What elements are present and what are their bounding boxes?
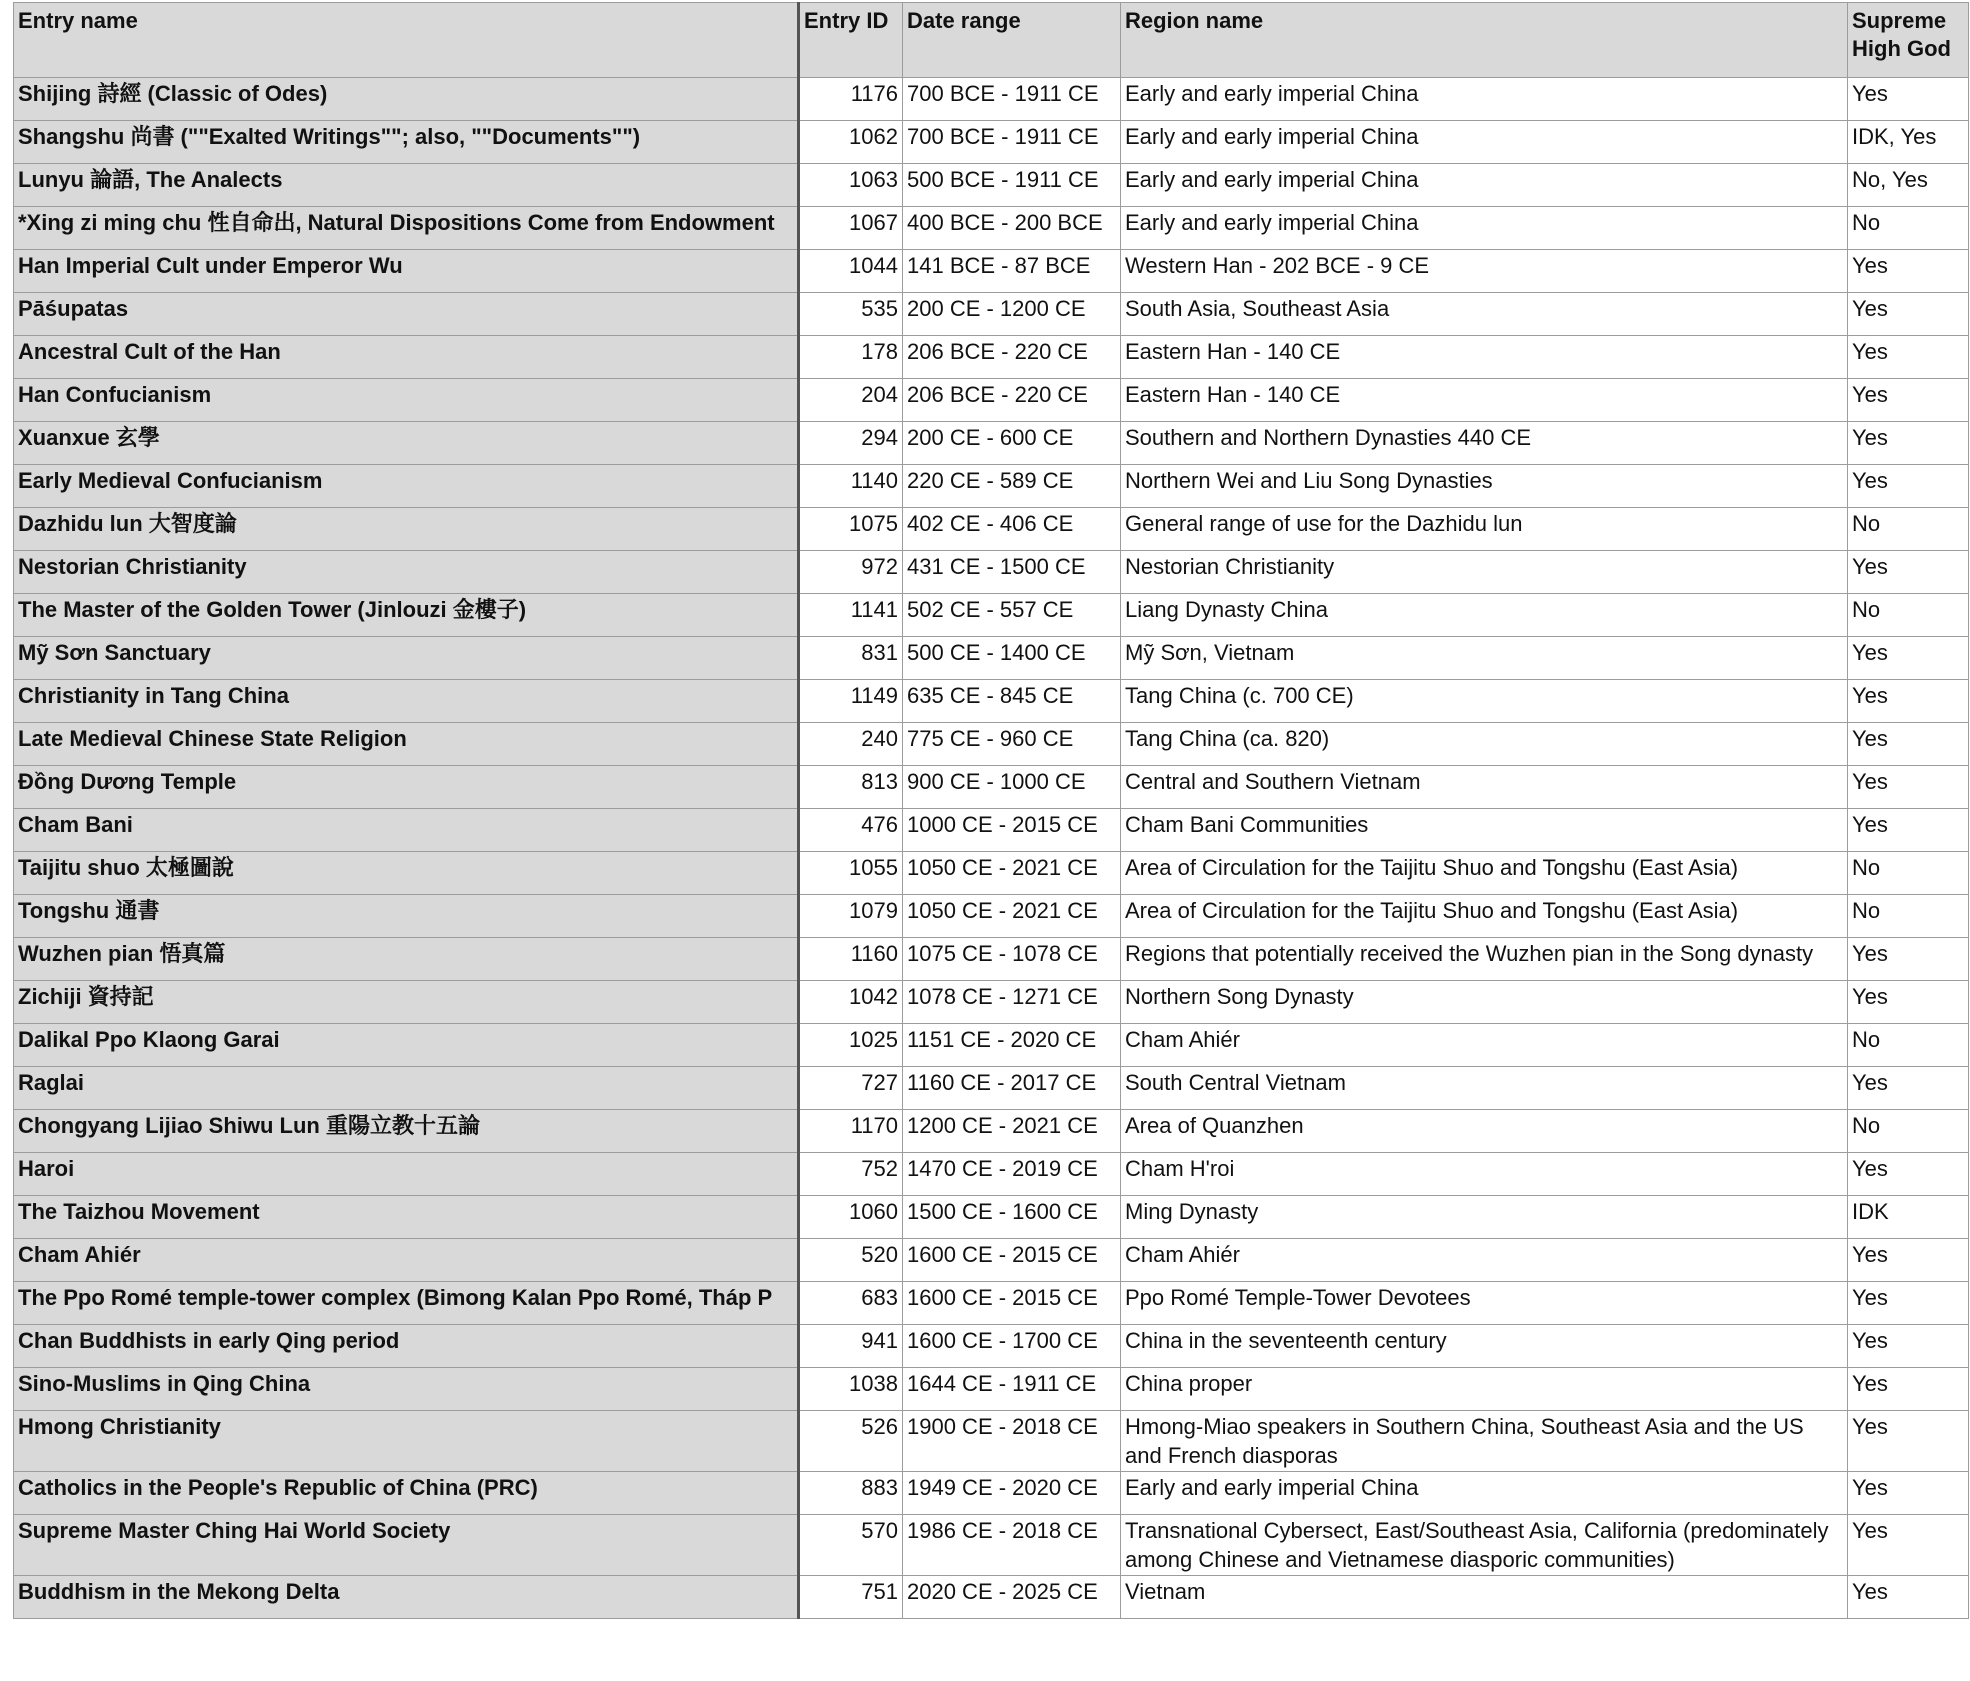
cell-date-range[interactable]: 1078 CE - 1271 CE bbox=[903, 981, 1121, 1024]
cell-region-name[interactable]: Liang Dynasty China bbox=[1121, 594, 1848, 637]
table-row bbox=[14, 594, 1969, 637]
cell-date-range[interactable]: 1151 CE - 2020 CE bbox=[903, 1024, 1121, 1067]
cell-entry-name[interactable]: Late Medieval Chinese State Religion bbox=[14, 723, 799, 766]
cell-entry-id[interactable]: 1042 bbox=[799, 981, 903, 1024]
cell-supreme-high-god[interactable]: No bbox=[1848, 594, 1969, 637]
cell-entry-id[interactable]: 683 bbox=[799, 1282, 903, 1325]
cell-date-range[interactable]: 1644 CE - 1911 CE bbox=[903, 1368, 1121, 1411]
cell-entry-name[interactable]: Shangshu 尚書 (""Exalted Writings""; also, ""Documents"") bbox=[14, 121, 799, 164]
table-row bbox=[14, 981, 1969, 1024]
table-row bbox=[14, 1576, 1969, 1619]
table-row bbox=[14, 938, 1969, 981]
cell-entry-name[interactable]: Cham Ahiér bbox=[14, 1239, 799, 1282]
cell-region-name[interactable]: Ppo Romé Temple-Tower Devotees bbox=[1121, 1282, 1848, 1325]
cell-entry-name[interactable]: Early Medieval Confucianism bbox=[14, 465, 799, 508]
cell-supreme-high-god[interactable]: Yes bbox=[1848, 981, 1969, 1024]
cell-entry-id[interactable]: 1176 bbox=[799, 78, 903, 121]
table-row bbox=[14, 1196, 1969, 1239]
cell-entry-name[interactable]: Chongyang Lijiao Shiwu Lun 重陽立教十五論 bbox=[14, 1110, 799, 1153]
cell-entry-id[interactable]: 204 bbox=[799, 379, 903, 422]
cell-entry-id[interactable]: 1079 bbox=[799, 895, 903, 938]
cell-entry-name[interactable]: Supreme Master Ching Hai World Society bbox=[14, 1515, 799, 1576]
cell-entry-name[interactable]: Shijing 詩經 (Classic of Odes) bbox=[14, 78, 799, 121]
cell-supreme-high-god[interactable]: Yes bbox=[1848, 680, 1969, 723]
cell-date-range[interactable]: 206 BCE - 220 CE bbox=[903, 379, 1121, 422]
cell-date-range[interactable]: 1600 CE - 2015 CE bbox=[903, 1282, 1121, 1325]
table-row bbox=[14, 1110, 1969, 1153]
spreadsheet-table bbox=[13, 2, 1968, 1619]
cell-entry-id[interactable]: 1067 bbox=[799, 207, 903, 250]
header-row bbox=[14, 3, 1969, 78]
cell-date-range[interactable]: 1050 CE - 2021 CE bbox=[903, 895, 1121, 938]
cell-date-range[interactable]: 635 CE - 845 CE bbox=[903, 680, 1121, 723]
cell-entry-id[interactable]: 1160 bbox=[799, 938, 903, 981]
cell-region-name[interactable]: Cham Ahiér bbox=[1121, 1024, 1848, 1067]
cell-supreme-high-god[interactable]: No, Yes bbox=[1848, 164, 1969, 207]
cell-entry-name[interactable]: Ancestral Cult of the Han bbox=[14, 336, 799, 379]
cell-supreme-high-god[interactable]: Yes bbox=[1848, 1282, 1969, 1325]
cell-entry-name[interactable]: Taijitu shuo 太極圖說 bbox=[14, 852, 799, 895]
cell-entry-id[interactable]: 1075 bbox=[799, 508, 903, 551]
cell-supreme-high-god[interactable]: IDK, Yes bbox=[1848, 121, 1969, 164]
table-row bbox=[14, 680, 1969, 723]
cell-supreme-high-god[interactable]: Yes bbox=[1848, 809, 1969, 852]
cell-region-name[interactable]: Mỹ Sơn, Vietnam bbox=[1121, 637, 1848, 680]
cell-date-range[interactable]: 1949 CE - 2020 CE bbox=[903, 1472, 1121, 1515]
cell-date-range[interactable]: 141 BCE - 87 BCE bbox=[903, 250, 1121, 293]
cell-supreme-high-god[interactable]: No bbox=[1848, 207, 1969, 250]
cell-entry-id[interactable]: 240 bbox=[799, 723, 903, 766]
table-row bbox=[14, 1515, 1969, 1576]
cell-date-range[interactable]: 502 CE - 557 CE bbox=[903, 594, 1121, 637]
table-row bbox=[14, 465, 1969, 508]
table-row bbox=[14, 293, 1969, 336]
cell-date-range[interactable]: 1160 CE - 2017 CE bbox=[903, 1067, 1121, 1110]
cell-date-range[interactable]: 1200 CE - 2021 CE bbox=[903, 1110, 1121, 1153]
cell-entry-id[interactable]: 1062 bbox=[799, 121, 903, 164]
cell-entry-id[interactable]: 1140 bbox=[799, 465, 903, 508]
table-row bbox=[14, 852, 1969, 895]
cell-region-name[interactable]: Nestorian Christianity bbox=[1121, 551, 1848, 594]
cell-supreme-high-god[interactable]: Yes bbox=[1848, 938, 1969, 981]
cell-supreme-high-god[interactable]: Yes bbox=[1848, 1576, 1969, 1619]
cell-supreme-high-god[interactable]: Yes bbox=[1848, 336, 1969, 379]
cell-date-range[interactable]: 775 CE - 960 CE bbox=[903, 723, 1121, 766]
cell-region-name[interactable]: Eastern Han - 140 CE bbox=[1121, 379, 1848, 422]
cell-supreme-high-god[interactable]: No bbox=[1848, 1024, 1969, 1067]
cell-entry-name[interactable]: Hmong Christianity bbox=[14, 1411, 799, 1472]
cell-date-range[interactable]: 1986 CE - 2018 CE bbox=[903, 1515, 1121, 1576]
cell-entry-id[interactable]: 1025 bbox=[799, 1024, 903, 1067]
cell-supreme-high-god[interactable]: Yes bbox=[1848, 1067, 1969, 1110]
cell-date-range[interactable]: 200 CE - 600 CE bbox=[903, 422, 1121, 465]
cell-region-name[interactable]: General range of use for the Dazhidu lun bbox=[1121, 508, 1848, 551]
cell-supreme-high-god[interactable]: IDK bbox=[1848, 1196, 1969, 1239]
cell-entry-id[interactable]: 941 bbox=[799, 1325, 903, 1368]
data-table bbox=[13, 2, 1969, 1619]
table-row bbox=[14, 250, 1969, 293]
cell-date-range[interactable]: 1600 CE - 2015 CE bbox=[903, 1239, 1121, 1282]
table-row bbox=[14, 1411, 1969, 1472]
cell-date-range[interactable]: 1600 CE - 1700 CE bbox=[903, 1325, 1121, 1368]
cell-region-name[interactable]: Regions that potentially received the Wuzhen pian in the Song dynasty bbox=[1121, 938, 1848, 981]
cell-entry-id[interactable]: 535 bbox=[799, 293, 903, 336]
cell-region-name[interactable]: Vietnam bbox=[1121, 1576, 1848, 1619]
cell-entry-name[interactable]: Mỹ Sơn Sanctuary bbox=[14, 637, 799, 680]
cell-entry-id[interactable]: 1141 bbox=[799, 594, 903, 637]
cell-date-range[interactable]: 500 CE - 1400 CE bbox=[903, 637, 1121, 680]
cell-entry-id[interactable]: 883 bbox=[799, 1472, 903, 1515]
table-row bbox=[14, 1153, 1969, 1196]
cell-region-name[interactable]: Northern Wei and Liu Song Dynasties bbox=[1121, 465, 1848, 508]
cell-supreme-high-god[interactable]: Yes bbox=[1848, 551, 1969, 594]
cell-supreme-high-god[interactable]: No bbox=[1848, 508, 1969, 551]
table-row bbox=[14, 637, 1969, 680]
header-supreme-high-god[interactable]: Supreme High God bbox=[1848, 3, 1969, 78]
cell-region-name[interactable]: Early and early imperial China bbox=[1121, 1472, 1848, 1515]
cell-entry-name[interactable]: Lunyu 論語, The Analects bbox=[14, 164, 799, 207]
table-row bbox=[14, 1024, 1969, 1067]
cell-region-name[interactable]: Area of Circulation for the Taijitu Shuo and Tongshu (East Asia) bbox=[1121, 852, 1848, 895]
cell-entry-id[interactable]: 751 bbox=[799, 1576, 903, 1619]
cell-entry-name[interactable]: Nestorian Christianity bbox=[14, 551, 799, 594]
cell-date-range[interactable]: 1500 CE - 1600 CE bbox=[903, 1196, 1121, 1239]
cell-entry-id[interactable]: 520 bbox=[799, 1239, 903, 1282]
cell-supreme-high-god[interactable]: Yes bbox=[1848, 637, 1969, 680]
cell-supreme-high-god[interactable]: Yes bbox=[1848, 1239, 1969, 1282]
cell-entry-name[interactable]: Haroi bbox=[14, 1153, 799, 1196]
cell-supreme-high-god[interactable]: Yes bbox=[1848, 1368, 1969, 1411]
cell-date-range[interactable]: 402 CE - 406 CE bbox=[903, 508, 1121, 551]
header-entry-name[interactable]: Entry name bbox=[14, 3, 799, 78]
table-row bbox=[14, 1325, 1969, 1368]
table-row bbox=[14, 164, 1969, 207]
cell-date-range[interactable]: 1000 CE - 2015 CE bbox=[903, 809, 1121, 852]
cell-entry-name[interactable]: Han Imperial Cult under Emperor Wu bbox=[14, 250, 799, 293]
cell-region-name[interactable]: Early and early imperial China bbox=[1121, 207, 1848, 250]
cell-supreme-high-god[interactable]: Yes bbox=[1848, 78, 1969, 121]
cell-entry-name[interactable]: Raglai bbox=[14, 1067, 799, 1110]
cell-supreme-high-god[interactable]: No bbox=[1848, 895, 1969, 938]
table-row bbox=[14, 207, 1969, 250]
cell-entry-name[interactable]: Sino-Muslims in Qing China bbox=[14, 1368, 799, 1411]
cell-entry-name[interactable]: Xuanxue 玄學 bbox=[14, 422, 799, 465]
table-row bbox=[14, 379, 1969, 422]
cell-supreme-high-god[interactable]: Yes bbox=[1848, 465, 1969, 508]
cell-entry-name[interactable]: Đồng Dương Temple bbox=[14, 766, 799, 809]
cell-entry-id[interactable]: 476 bbox=[799, 809, 903, 852]
cell-region-name[interactable]: Transnational Cybersect, East/Southeast Asia, California (predominately among Chinese and Vietnamese diasporic communities) bbox=[1121, 1515, 1848, 1576]
cell-supreme-high-god[interactable]: No bbox=[1848, 852, 1969, 895]
header-region-name[interactable]: Region name bbox=[1121, 3, 1848, 78]
cell-entry-name[interactable]: Han Confucianism bbox=[14, 379, 799, 422]
cell-region-name[interactable]: Early and early imperial China bbox=[1121, 164, 1848, 207]
table-row bbox=[14, 1067, 1969, 1110]
cell-entry-id[interactable]: 1060 bbox=[799, 1196, 903, 1239]
table-row bbox=[14, 1472, 1969, 1515]
cell-region-name[interactable]: Central and Southern Vietnam bbox=[1121, 766, 1848, 809]
cell-region-name[interactable]: Western Han - 202 BCE - 9 CE bbox=[1121, 250, 1848, 293]
cell-entry-id[interactable]: 1063 bbox=[799, 164, 903, 207]
cell-region-name[interactable]: Ming Dynasty bbox=[1121, 1196, 1848, 1239]
cell-entry-id[interactable]: 831 bbox=[799, 637, 903, 680]
table-row bbox=[14, 809, 1969, 852]
cell-entry-id[interactable]: 570 bbox=[799, 1515, 903, 1576]
table-row bbox=[14, 1239, 1969, 1282]
table-row bbox=[14, 1368, 1969, 1411]
cell-entry-id[interactable]: 294 bbox=[799, 422, 903, 465]
cell-date-range[interactable]: 2020 CE - 2025 CE bbox=[903, 1576, 1121, 1619]
cell-entry-id[interactable]: 1170 bbox=[799, 1110, 903, 1153]
cell-entry-name[interactable]: Pāśupatas bbox=[14, 293, 799, 336]
table-row bbox=[14, 78, 1969, 121]
cell-entry-id[interactable]: 1055 bbox=[799, 852, 903, 895]
cell-region-name[interactable]: Southern and Northern Dynasties 440 CE bbox=[1121, 422, 1848, 465]
cell-entry-name[interactable]: *Xing zi ming chu 性自命出, Natural Dispositions Come from Endowment bbox=[14, 207, 799, 250]
cell-supreme-high-god[interactable]: Yes bbox=[1848, 1153, 1969, 1196]
cell-supreme-high-god[interactable]: Yes bbox=[1848, 1325, 1969, 1368]
cell-region-name[interactable]: Cham Bani Communities bbox=[1121, 809, 1848, 852]
cell-supreme-high-god[interactable]: Yes bbox=[1848, 1472, 1969, 1515]
cell-date-range[interactable]: 1075 CE - 1078 CE bbox=[903, 938, 1121, 981]
cell-entry-name[interactable]: Christianity in Tang China bbox=[14, 680, 799, 723]
cell-region-name[interactable]: Cham H'roi bbox=[1121, 1153, 1848, 1196]
cell-region-name[interactable]: Early and early imperial China bbox=[1121, 121, 1848, 164]
cell-entry-id[interactable]: 1044 bbox=[799, 250, 903, 293]
cell-supreme-high-god[interactable]: Yes bbox=[1848, 422, 1969, 465]
cell-region-name[interactable]: Tang China (c. 700 CE) bbox=[1121, 680, 1848, 723]
header-date-range[interactable]: Date range bbox=[903, 3, 1121, 78]
cell-date-range[interactable]: 1900 CE - 2018 CE bbox=[903, 1411, 1121, 1472]
cell-entry-id[interactable]: 178 bbox=[799, 336, 903, 379]
cell-supreme-high-god[interactable]: Yes bbox=[1848, 723, 1969, 766]
cell-region-name[interactable]: Northern Song Dynasty bbox=[1121, 981, 1848, 1024]
cell-region-name[interactable]: Cham Ahiér bbox=[1121, 1239, 1848, 1282]
cell-date-range[interactable]: 200 CE - 1200 CE bbox=[903, 293, 1121, 336]
cell-date-range[interactable]: 431 CE - 1500 CE bbox=[903, 551, 1121, 594]
cell-entry-name[interactable]: Catholics in the People's Republic of China (PRC) bbox=[14, 1472, 799, 1515]
table-row bbox=[14, 895, 1969, 938]
cell-region-name[interactable]: China in the seventeenth century bbox=[1121, 1325, 1848, 1368]
cell-region-name[interactable]: Area of Quanzhen bbox=[1121, 1110, 1848, 1153]
cell-entry-name[interactable]: Buddhism in the Mekong Delta bbox=[14, 1576, 799, 1619]
cell-supreme-high-god[interactable]: Yes bbox=[1848, 293, 1969, 336]
cell-entry-id[interactable]: 727 bbox=[799, 1067, 903, 1110]
cell-date-range[interactable]: 500 BCE - 1911 CE bbox=[903, 164, 1121, 207]
cell-supreme-high-god[interactable]: Yes bbox=[1848, 1515, 1969, 1576]
cell-entry-id[interactable]: 1038 bbox=[799, 1368, 903, 1411]
cell-supreme-high-god[interactable]: Yes bbox=[1848, 766, 1969, 809]
table-row bbox=[14, 1282, 1969, 1325]
table-row bbox=[14, 766, 1969, 809]
table-row bbox=[14, 422, 1969, 465]
cell-region-name[interactable]: Tang China (ca. 820) bbox=[1121, 723, 1848, 766]
cell-region-name[interactable]: Eastern Han - 140 CE bbox=[1121, 336, 1848, 379]
cell-entry-name[interactable]: Cham Bani bbox=[14, 809, 799, 852]
cell-region-name[interactable]: Area of Circulation for the Taijitu Shuo and Tongshu (East Asia) bbox=[1121, 895, 1848, 938]
cell-entry-name[interactable]: Dazhidu lun 大智度論 bbox=[14, 508, 799, 551]
cell-region-name[interactable]: Early and early imperial China bbox=[1121, 78, 1848, 121]
cell-supreme-high-god[interactable]: Yes bbox=[1848, 1411, 1969, 1472]
table-row bbox=[14, 508, 1969, 551]
cell-entry-id[interactable]: 972 bbox=[799, 551, 903, 594]
cell-date-range[interactable]: 700 BCE - 1911 CE bbox=[903, 121, 1121, 164]
cell-entry-name[interactable]: Zichiji 資持記 bbox=[14, 981, 799, 1024]
cell-entry-name[interactable]: Dalikal Ppo Klaong Garai bbox=[14, 1024, 799, 1067]
table-row bbox=[14, 121, 1969, 164]
table-row bbox=[14, 551, 1969, 594]
cell-entry-name[interactable]: The Master of the Golden Tower (Jinlouzi 金樓子) bbox=[14, 594, 799, 637]
cell-supreme-high-god[interactable]: No bbox=[1848, 1110, 1969, 1153]
cell-region-name[interactable]: South Central Vietnam bbox=[1121, 1067, 1848, 1110]
cell-date-range[interactable]: 1050 CE - 2021 CE bbox=[903, 852, 1121, 895]
cell-entry-id[interactable]: 813 bbox=[799, 766, 903, 809]
cell-date-range[interactable]: 900 CE - 1000 CE bbox=[903, 766, 1121, 809]
cell-date-range[interactable]: 700 BCE - 1911 CE bbox=[903, 78, 1121, 121]
cell-supreme-high-god[interactable]: Yes bbox=[1848, 250, 1969, 293]
cell-entry-name[interactable]: Wuzhen pian 悟真篇 bbox=[14, 938, 799, 981]
cell-entry-id[interactable]: 526 bbox=[799, 1411, 903, 1472]
cell-region-name[interactable]: South Asia, Southeast Asia bbox=[1121, 293, 1848, 336]
cell-region-name[interactable]: Hmong-Miao speakers in Southern China, Southeast Asia and the US and French diasporas bbox=[1121, 1411, 1848, 1472]
table-row bbox=[14, 723, 1969, 766]
cell-entry-name[interactable]: The Ppo Romé temple-tower complex (Bimong Kalan Ppo Romé, Tháp P bbox=[14, 1282, 799, 1325]
cell-entry-name[interactable]: The Taizhou Movement bbox=[14, 1196, 799, 1239]
cell-date-range[interactable]: 206 BCE - 220 CE bbox=[903, 336, 1121, 379]
cell-date-range[interactable]: 400 BCE - 200 BCE bbox=[903, 207, 1121, 250]
cell-entry-name[interactable]: Tongshu 通書 bbox=[14, 895, 799, 938]
cell-entry-name[interactable]: Chan Buddhists in early Qing period bbox=[14, 1325, 799, 1368]
cell-date-range[interactable]: 1470 CE - 2019 CE bbox=[903, 1153, 1121, 1196]
table-row bbox=[14, 336, 1969, 379]
cell-date-range[interactable]: 220 CE - 589 CE bbox=[903, 465, 1121, 508]
cell-region-name[interactable]: China proper bbox=[1121, 1368, 1848, 1411]
cell-entry-id[interactable]: 1149 bbox=[799, 680, 903, 723]
header-entry-id[interactable]: Entry ID bbox=[799, 3, 903, 78]
cell-entry-id[interactable]: 752 bbox=[799, 1153, 903, 1196]
cell-supreme-high-god[interactable]: Yes bbox=[1848, 379, 1969, 422]
